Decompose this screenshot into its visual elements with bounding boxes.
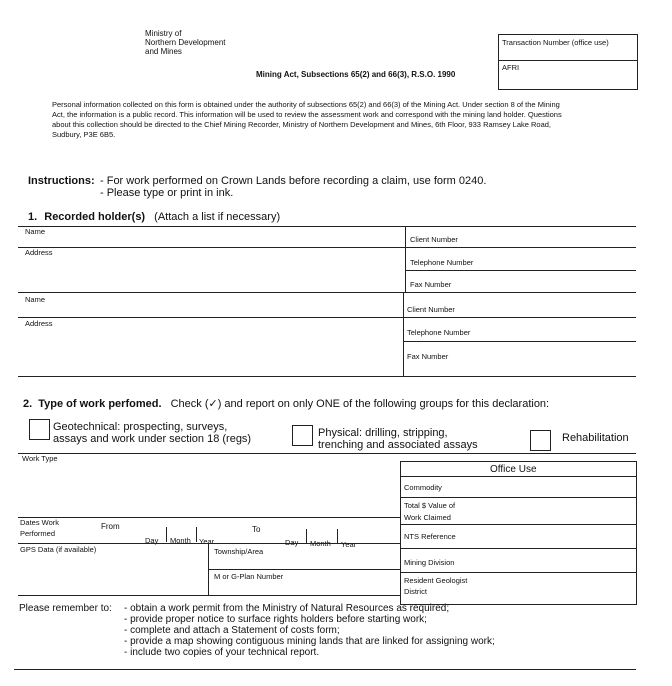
privacy-line-1: Personal information collected on this form is obtained under the authority of subsections 65(2) and 66(3) of the Mining Act. Under section 8 of the Mining: [52, 100, 560, 109]
holder1-column-divider: [405, 226, 406, 292]
bottom-rule: [14, 669, 636, 670]
geotechnical-option: [53, 421, 251, 445]
reminders-label: Please remember to:: [19, 603, 112, 614]
rule: [18, 317, 636, 318]
rule: [405, 270, 636, 271]
to-month-label: Month: [310, 539, 331, 548]
section-2-number: 2.: [23, 398, 33, 410]
rule: [403, 341, 636, 342]
rehabilitation-checkbox[interactable]: [530, 430, 551, 451]
date-divider: [306, 529, 307, 544]
section-2-title: Type of work perfomed.: [38, 398, 162, 410]
from-month-label: Month: [170, 536, 191, 545]
rule: [208, 569, 400, 570]
holder2-client-number-label: Client Number: [407, 305, 455, 314]
rule: [18, 543, 400, 544]
privacy-line-2: Act, the information is a public record. This information will be used to review the assessment work and correspond with the mining land holder. Questions: [52, 110, 562, 119]
resident-geologist-line-1: Resident Geologist: [404, 576, 468, 585]
holder2-column-divider: [403, 292, 404, 376]
resident-geologist-label: [404, 577, 467, 596]
date-divider: [196, 527, 197, 542]
transaction-divider: [499, 60, 637, 61]
rule: [18, 292, 636, 293]
rule: [400, 524, 636, 525]
rule: [18, 226, 636, 227]
section-1-title: Recorded holder(s): [44, 211, 146, 223]
holder1-address-label: Address: [25, 248, 53, 257]
reminder-item-4: - provide a map showing contiguous mining lands that are linked for assigning work;: [124, 636, 495, 647]
transaction-box: [498, 34, 638, 90]
instructions-line-2: - Please type or print in ink.: [100, 187, 234, 199]
physical-line-2: trenching and associated assays: [318, 439, 478, 451]
ministry-line-3: and Mines: [145, 47, 182, 56]
total-value-line-2: Work Claimed: [404, 513, 451, 522]
section-1-number: 1.: [28, 211, 38, 223]
transaction-number-label: Transaction Number (office use): [502, 38, 609, 47]
section-2-heading: [23, 398, 549, 410]
from-day-label: Day: [145, 536, 159, 545]
reminder-item-1: - obtain a work permit from the Ministry of Natural Resources as required;: [124, 603, 450, 614]
privacy-line-4: Sudbury, P3E 6B5.: [52, 130, 116, 139]
ministry-line-1: Ministry of: [145, 29, 182, 38]
holder1-telephone-label: Telephone Number: [410, 258, 474, 267]
physical-line-1: Physical: drilling, stripping,: [318, 427, 448, 439]
date-divider: [166, 527, 167, 542]
rule: [400, 497, 636, 498]
holder1-name-label: Name: [25, 227, 46, 236]
privacy-line-3: about this collection should be directed to the Chief Mining Recorder, Ministry of Northern Development and Mines, 6th Floor, 933 Ramsey Lake Road,: [52, 120, 552, 129]
rehabilitation-option: Rehabilitation: [562, 432, 629, 444]
instructions-label: Instructions:: [28, 175, 95, 187]
commodity-label: Commodity: [404, 483, 442, 492]
resident-geologist-line-2: District: [404, 587, 427, 596]
reminder-item-2: - provide proper notice to surface rights holders before starting work;: [124, 614, 427, 625]
geotechnical-line-1: Geotechnical: prospecting, surveys,: [53, 421, 228, 433]
rule: [18, 453, 636, 454]
rule: [18, 247, 636, 248]
total-value-label: [404, 502, 455, 522]
physical-option: [318, 427, 478, 451]
to-label: To: [252, 525, 261, 534]
dates-performed-label: [20, 519, 59, 538]
total-value-line-1: Total $ Value of: [404, 501, 456, 510]
ministry-line-2: Northern Development: [145, 38, 226, 47]
check-mark-icon: ✓: [208, 398, 218, 410]
rule: [400, 548, 636, 549]
afri-label: AFRI: [502, 63, 520, 72]
nts-reference-label: NTS Reference: [404, 532, 456, 541]
reminder-item-3: - complete and attach a Statement of costs form;: [124, 625, 340, 636]
date-divider: [337, 529, 338, 544]
act-reference: Mining Act, Subsections 65(2) and 66(3), R.S.O. 1990: [256, 70, 456, 79]
holder2-fax-label: Fax Number: [407, 352, 449, 361]
geotechnical-line-2: assays and work under section 18 (regs): [53, 433, 252, 445]
rule: [400, 572, 636, 573]
rule: [400, 476, 636, 477]
office-use-label: Office Use: [490, 464, 537, 475]
to-day-label: Day: [285, 538, 299, 547]
section-2-instruction-pre: Check (: [170, 398, 209, 410]
dates-line-2: Performed: [20, 529, 56, 538]
rule: [18, 376, 636, 377]
reminders-list: [124, 603, 644, 658]
reminder-item-5: - include two copies of your technical report.: [124, 647, 320, 658]
to-year-label: Year: [341, 540, 357, 549]
holder2-address-label: Address: [25, 319, 53, 328]
from-label: From: [101, 522, 120, 531]
rule: [18, 595, 400, 596]
work-type-label: Work Type: [22, 454, 58, 463]
holder1-client-number-label: Client Number: [410, 235, 458, 244]
plan-number-label: M or G-Plan Number: [214, 572, 284, 581]
mining-division-label: Mining Division: [404, 558, 455, 567]
from-year-label: Year: [199, 537, 215, 546]
rule: [18, 517, 400, 518]
privacy-notice: [52, 101, 612, 139]
ministry-name: [145, 29, 225, 56]
section-1-heading: [28, 211, 280, 223]
holder2-name-label: Name: [25, 295, 46, 304]
holder2-telephone-label: Telephone Number: [407, 328, 471, 337]
instructions-line-1: - For work performed on Crown Lands before recording a claim, use form 0240.: [100, 175, 487, 187]
dates-line-1: Dates Work: [20, 518, 60, 527]
section-1-note: (Attach a list if necessary): [154, 211, 281, 223]
physical-checkbox[interactable]: [292, 425, 313, 446]
section-2-instruction-post: ) and report on only ONE of the following groups for this declaration:: [217, 398, 550, 410]
township-area-label: Township/Area: [214, 547, 264, 556]
geotechnical-checkbox[interactable]: [29, 419, 50, 440]
holder1-fax-label: Fax Number: [410, 280, 452, 289]
gps-data-label: GPS Data (if available): [20, 545, 97, 554]
